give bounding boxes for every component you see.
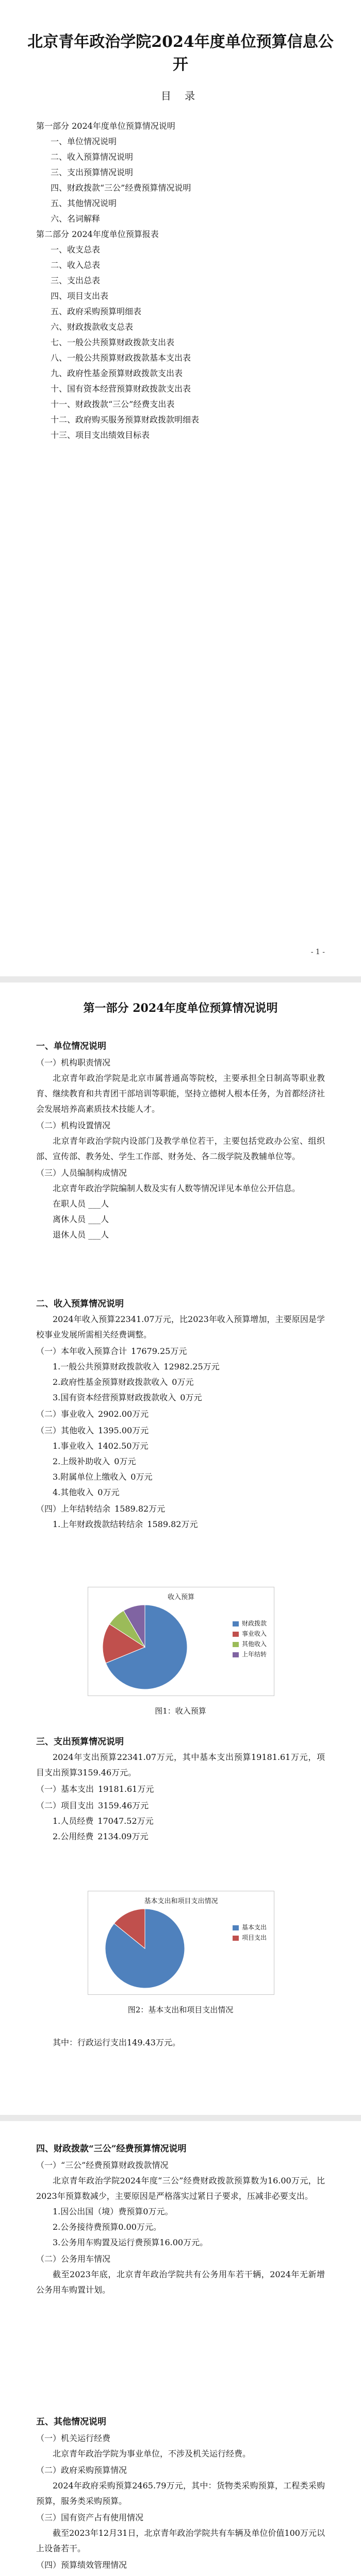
- income-label: 1.一般公共预算财政拨款收入: [53, 1362, 160, 1371]
- toc-item[interactable]: 二、收入预算情况说明: [51, 152, 134, 162]
- section-expense: [36, 1731, 325, 1844]
- income-value: 1402.50万元: [97, 1441, 149, 1451]
- toc-item[interactable]: 第一部分 2024年度单位预算情况说明: [36, 121, 175, 131]
- toc-item[interactable]: 十二、政府购买服务预算财政拨款明细表: [51, 415, 200, 425]
- legend-swatch: [233, 1621, 239, 1626]
- page-separator: [0, 976, 361, 982]
- income-label: 3.国有资本经营预算财政拨款收入: [53, 1393, 176, 1402]
- income-label: （四）上年结转结余: [36, 1504, 111, 1514]
- page-cover: [0, 0, 361, 974]
- toc-item[interactable]: 六、财政拨款收支总表: [51, 322, 134, 332]
- toc-item[interactable]: 十一、财政拨款“三公”经费支出表: [51, 399, 175, 409]
- income-value: 0万元: [114, 1456, 136, 1466]
- legend-swatch: [233, 1642, 239, 1647]
- pie-svg: [93, 1905, 196, 1992]
- toc-item[interactable]: 十三、项目支出绩效目标表: [51, 430, 150, 440]
- expense-label: （二）项目支出: [36, 1801, 94, 1810]
- section-title: 二、收入预算情况说明: [36, 1299, 124, 1309]
- toc-item[interactable]: 五、其他情况说明: [51, 198, 117, 208]
- income-value: 2902.00万元: [98, 1409, 149, 1419]
- pie-svg: [93, 1601, 196, 1693]
- income-value: 1395.00万元: [98, 1426, 149, 1435]
- staff-line: 在职人员 ___人: [53, 1199, 109, 1209]
- staff-line: 退休人员 ___人: [53, 1230, 109, 1240]
- toc-item[interactable]: 七、一般公共预算财政拨款支出表: [51, 337, 175, 347]
- section-three-public: [36, 2138, 325, 2298]
- income-list: [36, 1344, 325, 1532]
- paragraph: 北京青年政治学院内设部门及教学单位若干，主要包括党政办公室、组织部、宣传部、教务处、学生工作部、财务处、各二级学院及教辅单位等。: [36, 1136, 325, 1161]
- income-value: 0万元: [180, 1393, 202, 1402]
- subsection-title: （三）国有资产占有使用情况: [36, 2513, 144, 2522]
- expense-value: 3159.46万元: [98, 1801, 149, 1810]
- expense-value: 17047.52万元: [97, 1816, 154, 1826]
- paragraph: 截至2023年12月31日，北京青年政治学院共有车辆及单位价值100万元以上设备若干。: [36, 2528, 325, 2553]
- paragraph: 2024年收入预算22341.07万元，比2023年收入预算增加，主要原因是学校事业发展所需相关经费调整。: [36, 1314, 325, 1340]
- part1-heading: 第一部分 2024年度单位预算情况说明: [83, 1002, 278, 1015]
- section-title: 五、其他情况说明: [36, 2417, 106, 2427]
- income-item: [36, 1423, 325, 1438]
- paragraph: 2024年政府采购预算2465.79万元，其中：货物类采购预算，工程类采购预算，服务类采购预算。: [36, 2481, 325, 2506]
- income-label: 3.附属单位上缴收入: [53, 1472, 127, 1482]
- chart-caption: 图1：收入预算: [155, 1706, 206, 1716]
- expense-item: [36, 1798, 325, 1814]
- income-value: 0万元: [97, 1487, 120, 1497]
- income-label: （三）其他收入: [36, 1426, 94, 1435]
- income-pie-chart: [88, 1587, 274, 1696]
- income-label: 1.事业收入: [53, 1441, 94, 1451]
- subsection-title: （二）机构设置情况: [36, 1121, 111, 1130]
- section-title: 三、支出预算情况说明: [36, 1737, 124, 1747]
- chart-title: 基本支出和项目支出情况: [144, 1897, 218, 1905]
- subsection-title: （一）机构职责情况: [36, 1058, 111, 1067]
- toc-item[interactable]: 三、支出预算情况说明: [51, 167, 134, 177]
- income-label: 2.政府性基金预算财政拨款收入: [53, 1377, 168, 1387]
- section-title: 一、单位情况说明: [36, 1041, 106, 1052]
- toc-item[interactable]: 二、收入总表: [51, 260, 101, 270]
- legend-swatch: [233, 1936, 239, 1941]
- chart-legend: [233, 1922, 267, 1943]
- income-value: 17679.25万元: [131, 1346, 187, 1356]
- income-item: [36, 1469, 325, 1485]
- income-item: [36, 1406, 325, 1422]
- list-line: 2.公务接待费预算0.00万元。: [53, 2222, 161, 2232]
- paragraph: 2024年支出预算22341.07万元，其中基本支出预算19181.61万元，项目支出预算3159.46万元。: [36, 1752, 325, 1777]
- page-part1-cont: [0, 2123, 361, 2576]
- income-label: 1.上年财政拨款结转结余: [53, 1519, 143, 1529]
- subsection-title: （三）人员编制构成情况: [36, 1168, 127, 1178]
- section-income: [36, 1293, 325, 1532]
- chart-legend: [233, 1618, 267, 1659]
- income-item: [36, 1344, 325, 1359]
- income-item: [36, 1390, 325, 1405]
- subsection-title: （四）预算绩效管理情况: [36, 2560, 127, 2570]
- page-separator: [0, 2115, 361, 2121]
- toc-item[interactable]: 四、项目支出表: [51, 291, 109, 301]
- toc-item[interactable]: 三、支出总表: [51, 276, 101, 285]
- toc-item[interactable]: 第二部分 2024年度单位预算报表: [36, 229, 159, 239]
- expense-item: [36, 1814, 325, 1829]
- income-label: （二）事业收入: [36, 1409, 94, 1419]
- legend-swatch: [233, 1925, 239, 1930]
- paragraph: [36, 2573, 325, 2576]
- toc-item[interactable]: 一、单位情况说明: [51, 137, 117, 146]
- subsection-title: （二）政府采购预算情况: [36, 2465, 127, 2475]
- legend-item: [233, 1639, 267, 1649]
- list-line: 3.公务用车购置及运行费预算16.00万元。: [53, 2238, 208, 2247]
- legend-label: 项目支出: [241, 1934, 267, 1941]
- legend-item: [233, 1649, 267, 1659]
- paragraph: 北京青年政治学院为事业单位，不涉及机关运行经费。: [53, 2449, 251, 2459]
- section-unit-info: [36, 1036, 325, 1243]
- page-number: - 1 -: [310, 948, 325, 956]
- legend-item: [233, 1629, 267, 1639]
- chart-caption: 图2：基本支出和项目支出情况: [127, 2005, 234, 2014]
- paragraph: 北京青年政治学院2024年度“三公”经费财政拨款预算数为16.00万元，比2023年预算数减少，主要原因是严格落实过紧日子要求，压减非必要支出。: [36, 2176, 325, 2201]
- table-of-contents: [36, 118, 325, 443]
- income-value: 1589.82万元: [147, 1519, 198, 1529]
- income-item: [36, 1485, 325, 1500]
- toc-item[interactable]: 一、收支总表: [51, 245, 101, 255]
- income-item: [36, 1454, 325, 1469]
- legend-item: [233, 1922, 267, 1933]
- legend-item: [233, 1933, 267, 1943]
- chart-title: 收入预算: [167, 1594, 194, 1601]
- document-title: 北京青年政治学院2024年度单位预算信息公开: [27, 33, 334, 74]
- toc-item[interactable]: 四、财政拨款“三公”经费预算情况说明: [51, 183, 191, 193]
- section-other: [36, 2411, 325, 2576]
- toc-item[interactable]: 九、政府性基金预算财政拨款支出表: [51, 368, 183, 378]
- income-label: （一）本年收入预算合计: [36, 1346, 127, 1356]
- income-label: 4.其他收入: [53, 1487, 94, 1497]
- expense-label: （一）基本支出: [36, 1784, 94, 1794]
- expense-label: 1.人员经费: [53, 1816, 94, 1826]
- toc-heading: 目 录: [160, 90, 201, 102]
- income-item: [36, 1438, 325, 1454]
- subsection-title: （二）公务用车情况: [36, 2254, 111, 2264]
- expense-value: 2134.09万元: [97, 1832, 149, 1841]
- expense-label: 2.公用经费: [53, 1832, 94, 1841]
- legend-label: 上年结转: [241, 1651, 267, 1658]
- list-line: 1.因公出国（境）费预算0万元。: [53, 2207, 173, 2216]
- legend-swatch: [233, 1652, 239, 1657]
- subsection-title: （一）机关运行经费: [36, 2433, 111, 2443]
- expense-pie-chart: [88, 1891, 274, 1995]
- toc-item[interactable]: 六、名词解释: [51, 214, 101, 224]
- income-value: 0万元: [130, 1472, 153, 1482]
- legend-item: [233, 1618, 267, 1629]
- expense-item: [36, 1782, 325, 1797]
- legend-swatch: [233, 1632, 239, 1637]
- income-value: 0万元: [172, 1377, 194, 1387]
- subsection-title: （一）“三公”经费预算财政拨款情况: [36, 2160, 169, 2170]
- after-chart-text: [36, 2035, 325, 2050]
- paragraph: 其中：行政运行支出149.43万元。: [53, 2038, 180, 2047]
- income-item: [36, 1501, 325, 1517]
- legend-label: 事业收入: [241, 1630, 267, 1637]
- expense-item: [36, 1829, 325, 1844]
- income-value: 1589.82万元: [114, 1504, 166, 1514]
- legend-label: 其他收入: [241, 1640, 267, 1648]
- income-item: [36, 1359, 325, 1375]
- toc-item[interactable]: 五、政府采购预算明细表: [51, 307, 142, 316]
- paragraph: 北京青年政治学院是北京市属普通高等院校，主要承担全日制高等职业教育、继续教育和共青团干部培训等职能，坚持立德树人根本任务，为首都经济社会发展培养高素质技术技能人才。: [36, 1073, 325, 1114]
- toc-item[interactable]: 八、一般公共预算财政拨款基本支出表: [51, 353, 191, 363]
- toc-item[interactable]: 十、国有资本经营预算财政拨款支出表: [51, 384, 191, 394]
- income-item: [36, 1375, 325, 1390]
- income-label: 2.上级补助收入: [53, 1456, 110, 1466]
- income-item: [36, 1517, 325, 1532]
- section-title: 四、财政拨款“三公”经费预算情况说明: [36, 2144, 187, 2154]
- page-part1: [0, 984, 361, 2112]
- paragraph: 北京青年政治学院编制人数及实有人数等情况详见本单位公开信息。: [53, 1183, 301, 1193]
- legend-label: 基本支出: [241, 1924, 267, 1931]
- staff-line: 离休人员 ___人: [53, 1214, 109, 1224]
- legend-label: 财政拨款: [241, 1620, 267, 1627]
- paragraph: 截至2023年底，北京青年政治学院共有公务用车若干辆，2024年无新增公务用车购置计划。: [36, 2269, 325, 2295]
- expense-list: [36, 1782, 325, 1844]
- income-value: 12982.25万元: [163, 1362, 220, 1371]
- expense-value: 19181.61万元: [98, 1784, 154, 1794]
